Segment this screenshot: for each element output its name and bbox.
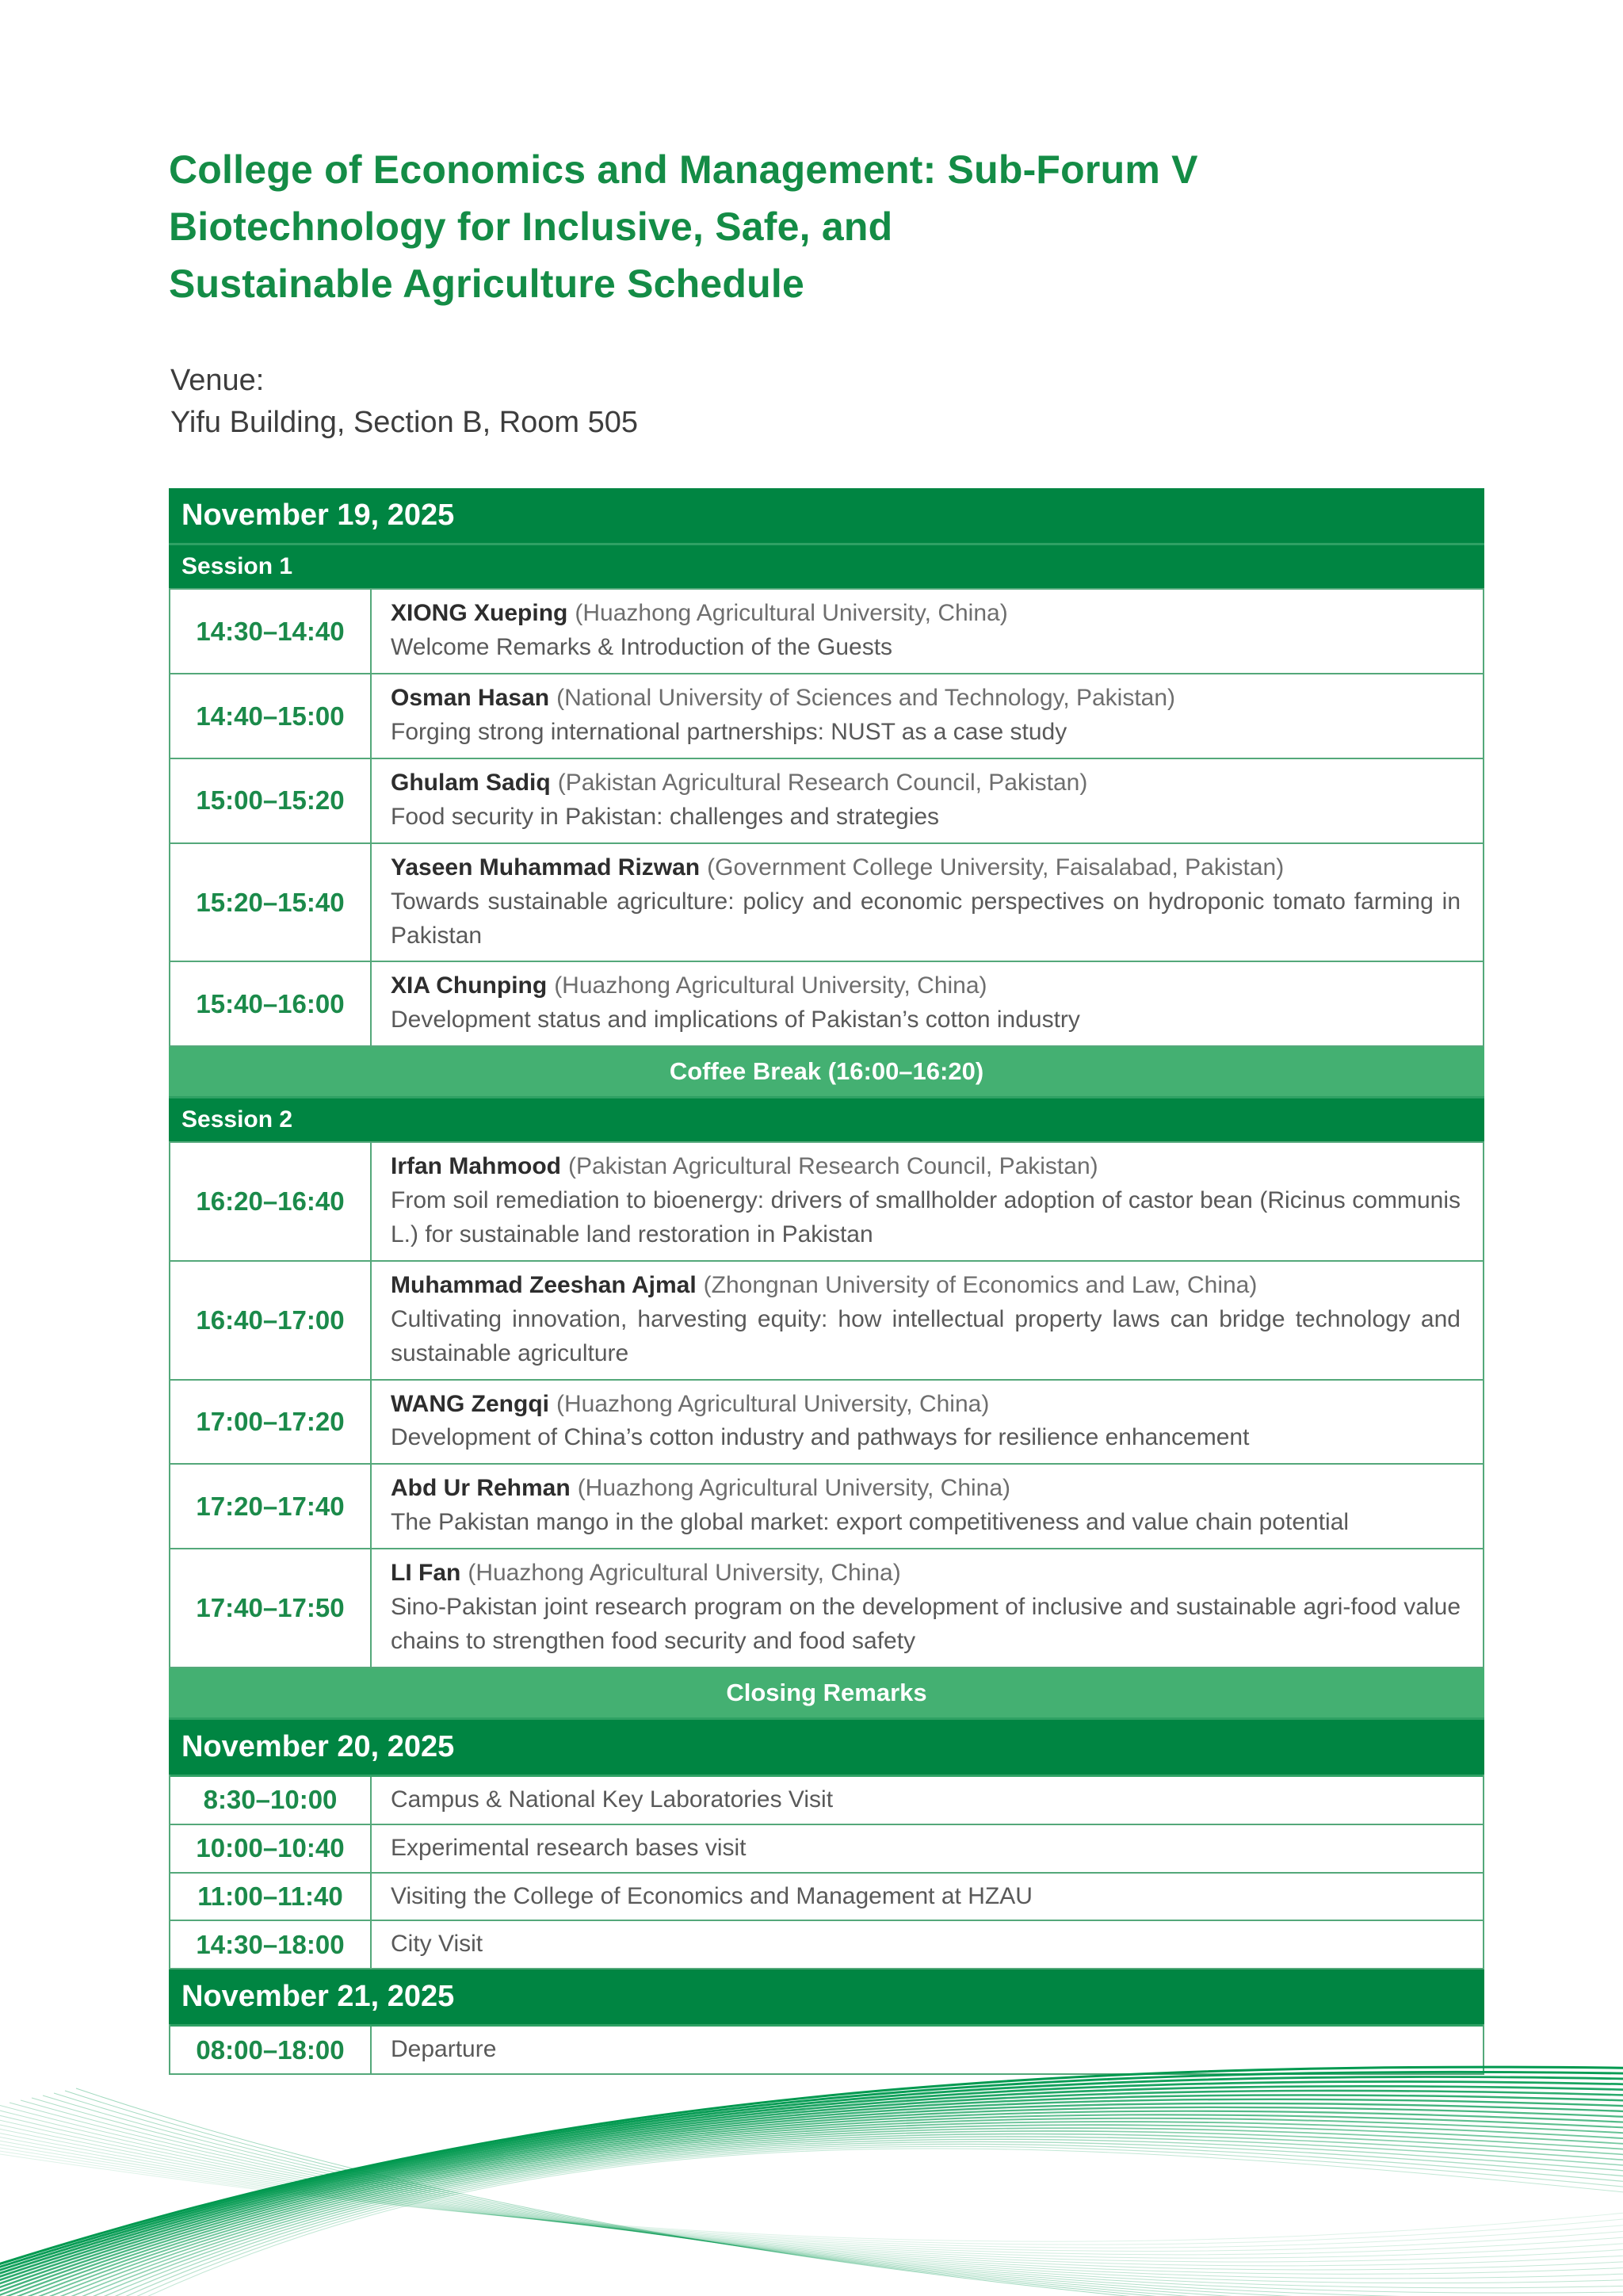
- speaker-name: WANG Zengqi: [391, 1390, 549, 1417]
- time-cell: [170, 844, 372, 961]
- time-cell: [170, 1465, 372, 1548]
- table-row: [170, 1141, 1483, 1260]
- table-row: [170, 673, 1483, 758]
- table-row: [170, 588, 1483, 673]
- time-cell: [170, 1262, 372, 1379]
- speaker-name: XIA Chunping: [391, 972, 548, 999]
- speaker-affiliation: (Huazhong Agricultural University, China): [556, 1390, 990, 1417]
- break-row: [169, 1045, 1484, 1096]
- time-range: 16:20–16:40: [196, 1186, 345, 1216]
- time-range: 08:00–18:00: [196, 2034, 345, 2065]
- session-header-row: [169, 543, 1484, 588]
- description-cell: [372, 1921, 1483, 1968]
- speaker-name: XIONG Xueping: [391, 600, 568, 627]
- break-label: Closing Remarks: [726, 1678, 927, 1706]
- page-title: [0, 0, 1623, 312]
- page-title-line-1: College of Economics and Management: Sub-Forum V: [169, 147, 1198, 192]
- speaker-line: [391, 851, 1461, 885]
- break-row: [169, 1667, 1484, 1717]
- time-range: 17:20–17:40: [196, 1491, 345, 1521]
- time-cell: [170, 1777, 372, 1824]
- speaker-name: Ghulam Sadiq: [391, 769, 551, 796]
- table-row: [170, 1775, 1483, 1824]
- talk-title: Sino-Pakistan joint research program on the development of inclusive and sustainable agri-food value chains to strengthen food security and food safety: [391, 1593, 1461, 1654]
- break-label: Coffee Break (16:00–16:20): [669, 1057, 984, 1086]
- time-range: 14:30–14:40: [196, 616, 345, 646]
- description-cell: [372, 1381, 1483, 1464]
- speaker-name: LI Fan: [391, 1560, 461, 1587]
- session-header-row: [169, 1096, 1484, 1141]
- description-cell: [372, 2027, 1483, 2073]
- date-header-row: [169, 1717, 1484, 1775]
- talk-title: Development status and implications of Pakistan’s cotton industry: [391, 1007, 1080, 1033]
- time-cell: [170, 1921, 372, 1968]
- venue-label: Venue:: [170, 364, 265, 397]
- speaker-line: [391, 1557, 1461, 1591]
- time-cell: [170, 962, 372, 1045]
- page-title-line-2: Biotechnology for Inclusive, Safe, and: [169, 204, 893, 249]
- table-row: [170, 1824, 1483, 1872]
- speaker-affiliation: (Huazhong Agricultural University, China): [575, 600, 1008, 627]
- time-range: 15:20–15:40: [196, 887, 345, 917]
- time-cell: [170, 590, 372, 673]
- speaker-line: [391, 1472, 1461, 1506]
- time-range: 8:30–10:00: [203, 1785, 338, 1815]
- speaker-affiliation: (Pakistan Agricultural Research Council, Pakistan): [557, 769, 1088, 796]
- speaker-affiliation: (Pakistan Agricultural Research Council, Pakistan): [568, 1153, 1098, 1180]
- description-cell: [372, 590, 1483, 673]
- speaker-line: [391, 766, 1461, 800]
- table-row: [170, 758, 1483, 842]
- time-cell: [170, 2027, 372, 2073]
- time-cell: [170, 1381, 372, 1464]
- description-cell: [372, 1262, 1483, 1379]
- description-cell: [372, 962, 1483, 1045]
- speaker-line: [391, 969, 1461, 1003]
- speaker-affiliation: (Huazhong Agricultural University, China): [554, 972, 987, 999]
- description-cell: [372, 674, 1483, 758]
- speaker-name: Irfan Mahmood: [391, 1153, 561, 1180]
- speaker-affiliation: (Huazhong Agricultural University, China): [577, 1475, 1011, 1502]
- description-cell: [372, 1465, 1483, 1548]
- table-row: [170, 1872, 1483, 1920]
- time-range: 17:00–17:20: [196, 1406, 345, 1436]
- speaker-name: Osman Hasan: [391, 685, 550, 712]
- time-range: 11:00–11:40: [197, 1881, 343, 1911]
- schedule-table: [169, 488, 1484, 2075]
- time-range: 15:00–15:20: [196, 785, 345, 816]
- speaker-line: [391, 682, 1461, 716]
- time-cell: [170, 759, 372, 842]
- activity-title: City Visit: [391, 1931, 483, 1958]
- time-range: 17:40–17:50: [196, 1592, 345, 1622]
- description-cell: [372, 1549, 1483, 1667]
- description-cell: [372, 844, 1483, 961]
- session-label: Session 2: [181, 1106, 293, 1133]
- speaker-line: [391, 1388, 1461, 1422]
- talk-title: From soil remediation to bioenergy: drivers of smallholder adoption of castor bean (Ricinus communis L.) for sustainable land restoration in Pakistan: [391, 1187, 1461, 1247]
- time-range: 14:40–15:00: [196, 701, 345, 731]
- table-row: [170, 1463, 1483, 1548]
- table-row: [170, 1260, 1483, 1379]
- time-range: 10:00–10:40: [196, 1833, 345, 1863]
- talk-title: Development of China’s cotton industry and pathways for resilience enhancement: [391, 1424, 1250, 1451]
- venue-address: Yifu Building, Section B, Room 505: [170, 406, 639, 440]
- activity-title: Campus & National Key Laboratories Visit: [391, 1786, 834, 1813]
- time-range: 16:40–17:00: [196, 1305, 345, 1335]
- speaker-name: Abd Ur Rehman: [391, 1475, 571, 1502]
- description-cell: [372, 1825, 1483, 1872]
- description-cell: [372, 1143, 1483, 1260]
- talk-title: Forging strong international partnerships: NUST as a case study: [391, 719, 1067, 746]
- speaker-affiliation: (Zhongnan University of Economics and Law, China): [703, 1271, 1258, 1298]
- table-row: [170, 2024, 1483, 2073]
- table-row: [170, 1920, 1483, 1968]
- time-cell: [170, 1874, 372, 1920]
- time-cell: [170, 1143, 372, 1260]
- description-cell: [372, 759, 1483, 842]
- time-range: 15:40–16:00: [196, 988, 345, 1018]
- description-cell: [372, 1777, 1483, 1824]
- time-cell: [170, 1825, 372, 1872]
- venue-block: [0, 312, 1623, 444]
- speaker-affiliation: (National University of Sciences and Technology, Pakistan): [556, 685, 1176, 712]
- date-label: November 21, 2025: [181, 1980, 455, 2014]
- page-title-line-3: Sustainable Agriculture Schedule: [169, 262, 804, 306]
- table-row: [170, 842, 1483, 961]
- table-row: [170, 1548, 1483, 1667]
- date-header-row: [169, 1968, 1484, 2024]
- speaker-affiliation: (Government College University, Faisalabad, Pakistan): [707, 854, 1285, 881]
- talk-title: Cultivating innovation, harvesting equity: how intellectual property laws can bridge technology and sustainable agriculture: [391, 1305, 1461, 1366]
- date-label: November 20, 2025: [181, 1729, 455, 1763]
- date-header-row: [169, 488, 1484, 543]
- talk-title: Towards sustainable agriculture: policy and economic perspectives on hydroponic tomato farming in Pakistan: [391, 888, 1461, 949]
- date-label: November 19, 2025: [181, 499, 455, 533]
- talk-title: The Pakistan mango in the global market: export competitiveness and value chain potential: [391, 1509, 1350, 1536]
- speaker-name: Muhammad Zeeshan Ajmal: [391, 1271, 697, 1298]
- activity-title: Departure: [391, 2036, 497, 2063]
- speaker-name: Yaseen Muhammad Rizwan: [391, 854, 701, 881]
- activity-title: Experimental research bases visit: [391, 1834, 747, 1861]
- speaker-line: [391, 1150, 1461, 1184]
- talk-title: Welcome Remarks & Introduction of the Guests: [391, 634, 893, 661]
- time-cell: [170, 1549, 372, 1667]
- time-range: 14:30–18:00: [196, 1929, 345, 1959]
- time-cell: [170, 674, 372, 758]
- speaker-line: [391, 1269, 1461, 1303]
- description-cell: [372, 1874, 1483, 1920]
- talk-title: Food security in Pakistan: challenges and strategies: [391, 803, 940, 830]
- table-row: [170, 1379, 1483, 1464]
- speaker-affiliation: (Huazhong Agricultural University, China): [468, 1560, 901, 1587]
- activity-title: Visiting the College of Economics and Management at HZAU: [391, 1882, 1033, 1909]
- table-row: [170, 961, 1483, 1045]
- session-label: Session 1: [181, 553, 293, 580]
- speaker-line: [391, 597, 1461, 631]
